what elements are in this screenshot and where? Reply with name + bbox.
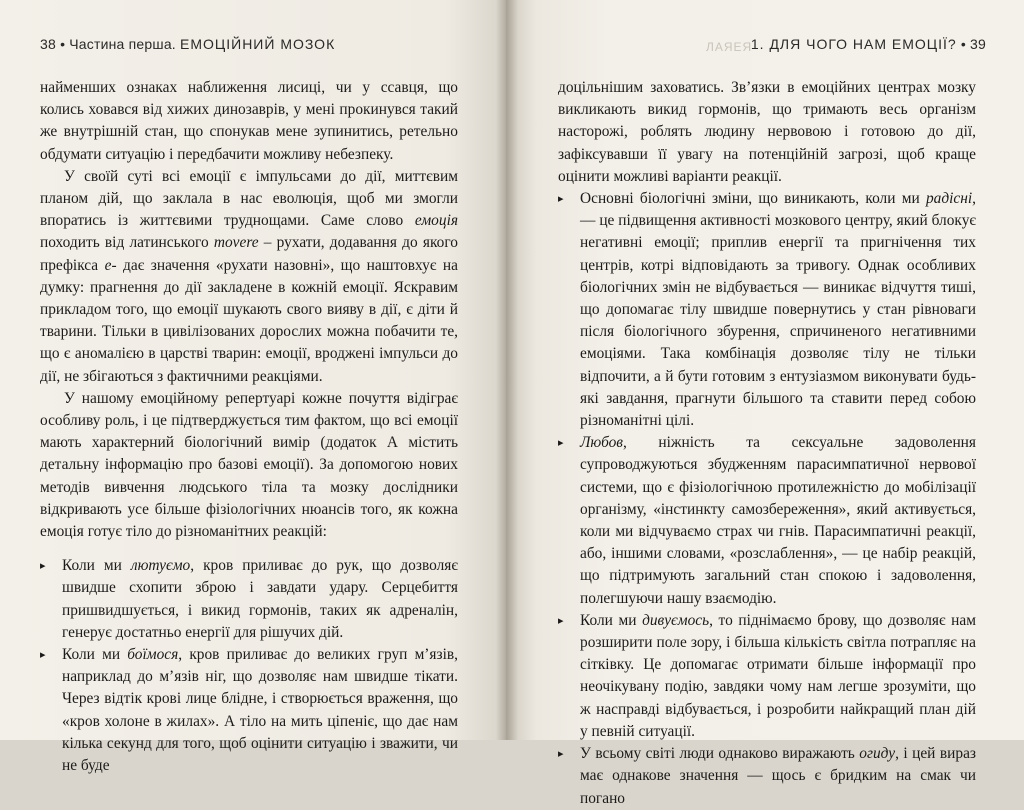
left-running-header: [40, 36, 335, 52]
bullet-item-joy: ▸ Основні біологічні зміни, що виникають, коли ми радісні, — це підвищення активності мозкового центру, який блокує негативні емоції; приплив енергії та пригнічення тих центрів, котрі відповідають за тривогу. Однак особливих біологічних змін не відбувається — виникає відчуття тиші, що допомагає тілу швидше повернутись у стан рівноваги після біологічного збурення, спричиненого негативними емоціями. Така комбінація дозволяє тілу не тільки відпочити, а й бути готовим з ентузіазмом виконувати будь-які завдання, прагнути більшого та ставити перед собою різноманітні цілі.: [558, 190, 976, 430]
bullet-icon: ▸: [558, 747, 564, 761]
right-page: [506, 0, 1024, 807]
left-page-number: 38: [40, 36, 56, 52]
left-page: [0, 0, 506, 775]
show-through-text: ЛАЯЕЯ: [706, 40, 753, 54]
bullet-item-disgust: ▸ У всьому світі люди однаково виражають огиду, і цей вираз має однакове значення — щось є бридким на смак чи погано: [558, 745, 976, 807]
header-separator: •: [960, 36, 966, 52]
bullet-item-anger: ▸ Коли ми лютуємо, кров приливає до рук, що дозволяє швидше схопити зброю і завдати удару. Серцебиття пришвидшується, і викид гормонів, таких як адреналін, генерує достатньо енергії для рішучих дій.: [40, 557, 458, 641]
bullet-icon: ▸: [40, 559, 46, 573]
bullet-icon: ▸: [40, 648, 46, 662]
bullet-item-surprise: ▸ Коли ми дивуємось, то піднімаємо брову, що дозволяє нам розширити поле зору, і більша кількість світла потрапляє на сітківку. Це допомагає отримати більше інформації про неочікувану подію, завдяки чому нам легше зрозуміти, що ж насправді відбувається, і розробити найкращий план дій у певній ситуації.: [558, 611, 976, 740]
continuation-paragraph: доцільнішим заховатись. Зв’язки в емоційних центрах мозку викликають викид гормонів, що тримають весь організм насторожі, роблять людину нервовою і готовою до дії, зафіксувавши її увагу на потенційній загрозі, щоб краще оцінити можливі варіанти реакції.: [558, 79, 976, 185]
continuation-paragraph: найменших ознаках наближення лисиці, чи у ссавця, що колись ховався від хижих динозаврів, у мені прокинувся такий же внутрішній стан, що спонукав мене зупинитись, ретельно обдумати ситуацію і передбачити можливу небезпеку.: [40, 79, 458, 163]
left-body-text: [40, 77, 458, 777]
right-running-header: [751, 36, 986, 52]
bullet-icon: ▸: [558, 436, 564, 450]
bullet-item-love: ▸ Любов, ніжність та сексуальне задоволення супроводжуються збудженням парасимпатичної нервової системи, що є фізіологічною протилежністю до мобілізації організму, «інстинкту самозбереження», який активується, коли ми відчуваємо страх чи гнів. Парасимпатичні реакції, або, іншими словами, «розслаблення», — це набір реакцій, що підтримують загальний стан спокою і задоволення, полегшуючи нашу взаємодію.: [558, 434, 976, 607]
bullet-item-fear: ▸ Коли ми боїмося, кров приливає до великих груп м’язів, наприклад до м’язів ніг, що дозволяє нам швидше тікати. Через відтік крові лице блідне, і створюється враження, що «кров холоне в жилах». А тіло на мить ціпеніє, що дає нам кілька секунд для того, щоб оцінити ситуацію і зважити, чи не буде: [40, 646, 458, 775]
part-title: ЕМОЦІЙНИЙ МОЗОК: [180, 36, 336, 52]
right-page-number: 39: [970, 36, 986, 52]
chapter-title: 1. ДЛЯ ЧОГО НАМ ЕМОЦІЇ?: [750, 36, 957, 52]
right-body-text: [558, 77, 976, 810]
book-spine-shadow: [496, 0, 518, 740]
header-separator: •: [60, 36, 66, 52]
paragraph: У своїй суті всі емоції є імпульсами до дії, миттєвим планом дій, що заклала в нас еволюція, щоб ми змогли впоратись із життєвими труднощами. Саме слово емоція походить від латинського movere – рухати, додавання до якого префікса е- дає значення «рухати назовні», що наштовхує на думку: прагнення до дії закладене в кожній емоції. Яскравим прикладом того, що емоції шукають свого вияву в дії, є діти й тварини. Тільки в цивілізованих дорослих можна побачити те, що є аномалією в царстві тварин: емоції, вроджені імпульси до дії, не збігаються з фактичними реакціями.: [40, 167, 458, 385]
paragraph: У нашому емоційному репертуарі кожне почуття відіграє особливу роль, і це підтверджується тим фактом, що всі емоції мають характерний біологічний вимір (додаток А містить детальну інформацію про базові емоції). За допомогою нових методів вивчення людського тіла та мозку дослідники відкривають усе більше фізіологічних нюансів того, як кожна емоція готує тіло до різноманітних реакцій:: [40, 389, 458, 541]
bullet-icon: ▸: [558, 192, 564, 206]
part-label: Частина перша.: [69, 36, 176, 52]
bullet-icon: ▸: [558, 613, 564, 627]
